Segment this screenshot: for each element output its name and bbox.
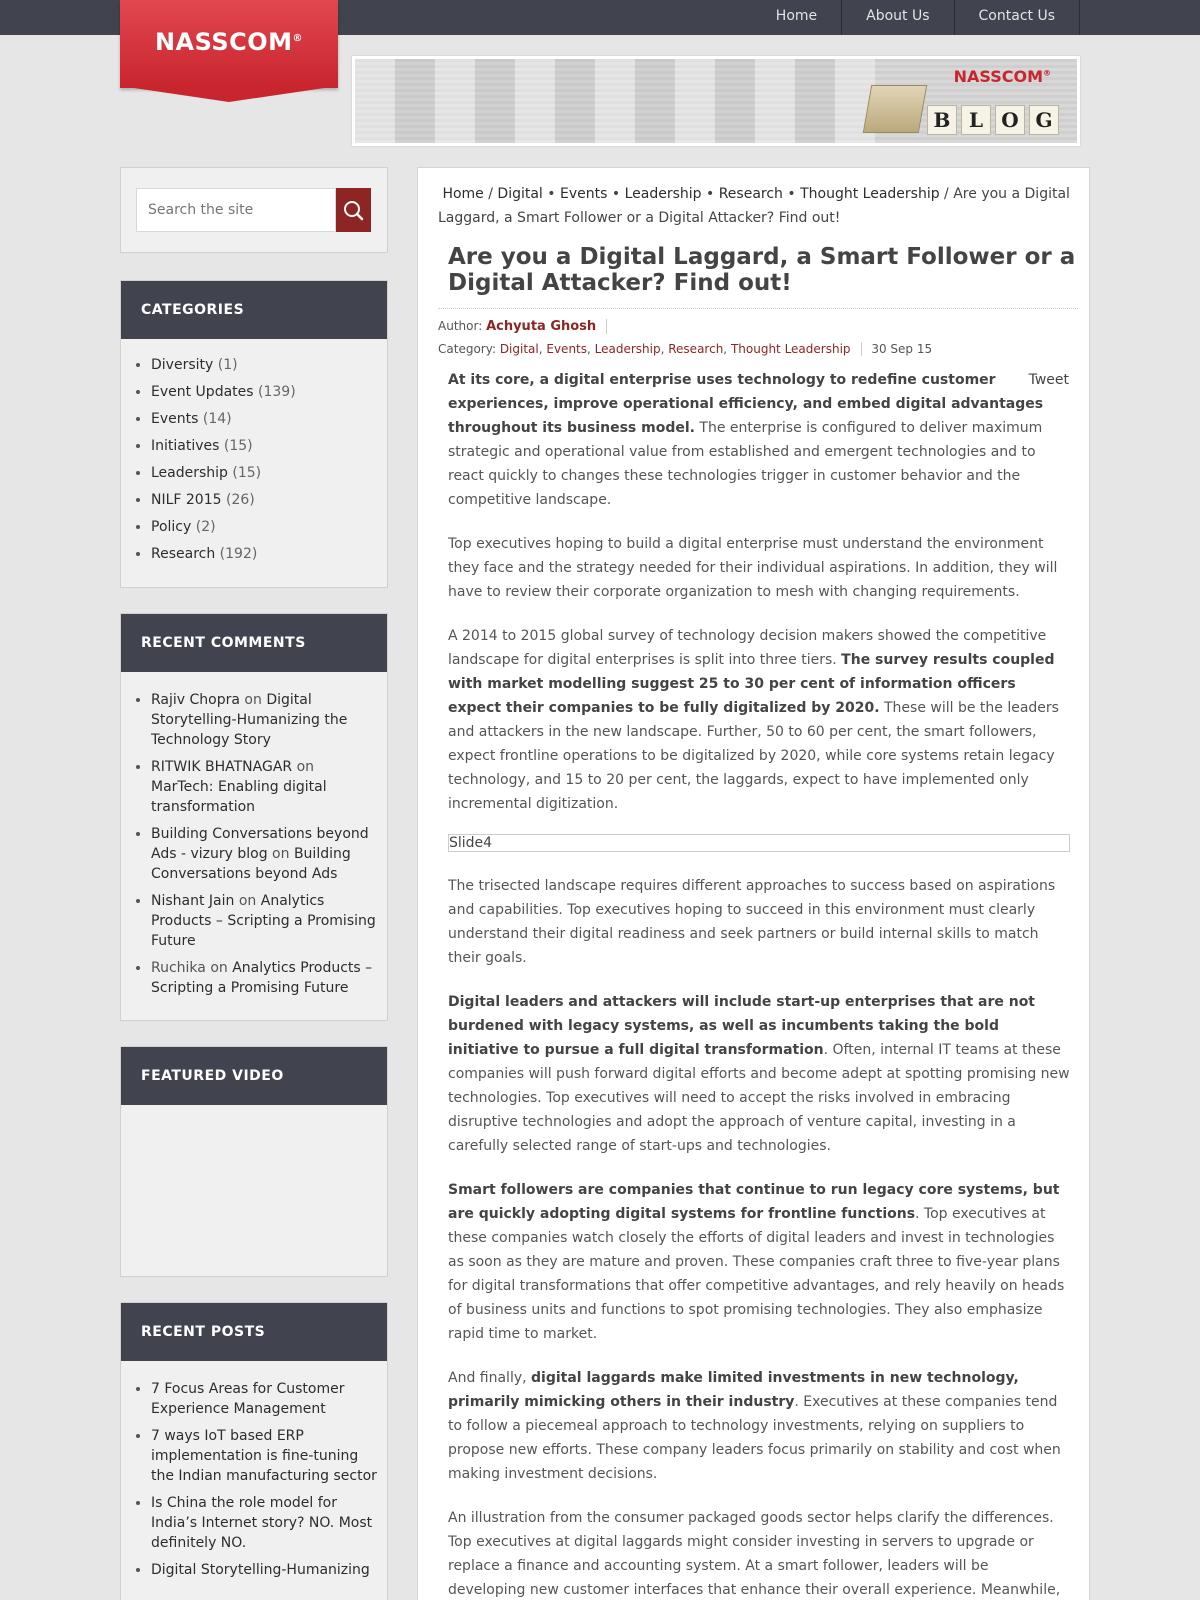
comment-item xyxy=(151,958,377,998)
comment-item xyxy=(151,757,377,817)
recent-comments-title: RECENT COMMENTS xyxy=(121,614,387,672)
paragraph: Smart followers are companies that continue to run legacy core systems, but are quickly adopting digital systems for frontline functions. Top executives at these companies watch closely the efforts of digital leaders and invest in technologies as soon as they are mature and proven. These companies craft three to five-year plans for digital transformations that offer competitive advantages, and rely heavily on heads of business units and functions to spot promising technologies. They also emphasize rapid time to market. xyxy=(448,1182,1065,1342)
comment-item xyxy=(151,690,377,750)
comment-author: Ruchika xyxy=(151,960,206,976)
nav-about-us[interactable]: About Us xyxy=(842,0,954,35)
comment-post-link[interactable]: Analytics Products – Scripting a Promising Future xyxy=(151,893,376,949)
paragraph: The trisected landscape requires different approaches to success based on aspirations and capabilities. Top executives hoping to succeed in this environment must clearly understand their digital readiness and seek partners or build internal skills to match their goals. xyxy=(448,878,1056,966)
recent-comments-list xyxy=(121,672,387,1019)
comment-item xyxy=(151,891,377,951)
main-content xyxy=(417,167,1090,1600)
breadcrumb-research[interactable]: Research xyxy=(718,186,783,202)
category-count: (2) xyxy=(195,519,216,535)
newspaper-stack-image xyxy=(863,85,927,133)
category-item xyxy=(151,463,377,483)
blog-tiles xyxy=(927,105,1059,135)
blog-tile: L xyxy=(961,105,991,135)
comment-on-text: on xyxy=(238,893,257,909)
paragraph: And finally, digital laggards make limited investments in new technology, primarily mimicking others in their industry. Executives at these companies tend to follow a piecemeal approach to technology investments, relying on suppliers to propose new efforts. These company leaders focus primarily on stability and cost when making investment decisions. xyxy=(448,1370,1061,1482)
category-count: (26) xyxy=(226,492,255,508)
nasscom-logo[interactable] xyxy=(120,0,338,102)
category-item xyxy=(151,382,377,402)
category-item xyxy=(151,490,377,510)
paragraph: At its core, a digital enterprise uses technology to redefine customer experiences, improve operational efficiency, and embed digital advantages throughout its business model. The enterprise is configured to deliver maximum strategic and operational value from established and emergent technologies and to react quickly to changes these technologies trigger in customer behavior and the competitive landscape. xyxy=(448,372,1044,508)
category-digital[interactable]: Digital xyxy=(499,342,539,356)
author-link[interactable]: Achyuta Ghosh xyxy=(486,319,607,334)
categories-list xyxy=(121,339,387,585)
search-icon xyxy=(336,188,371,232)
breadcrumb: Home / Digital • Events • Leadership • Research • Thought Leadership / Are you a Digital Laggard, a Smart Follower or a Digital Attacker? Find out! xyxy=(438,186,1070,226)
search-input[interactable] xyxy=(136,188,336,232)
recent-posts-list xyxy=(121,1361,387,1600)
comment-item xyxy=(151,824,377,884)
recent-posts-title: RECENT POSTS xyxy=(121,1303,387,1361)
blog-tile: O xyxy=(995,105,1025,135)
comment-author[interactable]: Building Conversations beyond Ads - vizury blog xyxy=(151,826,369,862)
paragraph: An illustration from the consumer packaged goods sector helps clarify the differences. Top executives at digital laggards might consider investing in servers to upgrade or replace a finance and accounting system. At a smart follower, leaders will be developing new customer interfaces that enhance their overall experience. Meanwhile, xyxy=(448,1510,1061,1598)
category-count: (15) xyxy=(223,438,253,454)
recent-post-link[interactable]: Digital Storytelling-Humanizing xyxy=(151,1562,370,1578)
comment-on-text: on xyxy=(296,759,315,775)
category-link[interactable]: Events xyxy=(151,411,199,427)
categories-title: CATEGORIES xyxy=(121,281,387,339)
recent-post-link[interactable]: Is China the role model for India’s Internet story? NO. Most definitely NO. xyxy=(151,1495,373,1551)
search-widget xyxy=(120,167,388,253)
recent-posts-widget xyxy=(120,1302,388,1600)
paragraph: A 2014 to 2015 global survey of technology decision makers showed the competitive landscape for digital enterprises is split into three tiers. The survey results coupled with market modelling suggest 25 to 30 per cent of information officers expect their companies to be fully digitalized by 2020. These will be the leaders and attackers in the new landscape. Further, 50 to 60 per cent, the smart followers, expect frontline operations to be digitalized by 2020, while core systems retain legacy technology, and 15 to 20 per cent, the laggards, expect to have implemented only incremental digitization. xyxy=(448,628,1059,812)
comment-author[interactable]: Nishant Jain xyxy=(151,893,235,909)
category-research[interactable]: Research xyxy=(668,342,724,356)
category-count: (139) xyxy=(258,384,296,400)
category-link[interactable]: NILF 2015 xyxy=(151,492,222,508)
comment-on-text: on xyxy=(272,846,290,862)
category-link[interactable]: Policy xyxy=(151,519,192,535)
category-link[interactable]: Research xyxy=(151,546,216,562)
featured-video-title: FEATURED VIDEO xyxy=(121,1047,387,1105)
category-count: (14) xyxy=(202,411,232,427)
recent-post-item xyxy=(151,1379,377,1419)
category-leadership[interactable]: Leadership xyxy=(594,342,661,356)
breadcrumb-current: Are you a Digital Laggard, a Smart Follower or a Digital Attacker? Find out! xyxy=(438,186,1070,226)
comment-post-link[interactable]: Analytics Products – Scripting a Promising Future xyxy=(151,960,373,996)
banner-brand: NASSCOM® xyxy=(953,67,1051,86)
category-link[interactable]: Initiatives xyxy=(151,438,220,454)
category-item xyxy=(151,517,377,537)
nav-home[interactable]: Home xyxy=(752,0,842,35)
blog-banner[interactable] xyxy=(352,56,1080,146)
recent-post-link[interactable]: 7 Focus Areas for Customer Experience Management xyxy=(151,1381,345,1417)
blog-tile: B xyxy=(927,105,957,135)
comment-post-link[interactable]: Building Conversations beyond Ads xyxy=(151,846,351,882)
top-nav xyxy=(752,0,1080,35)
recent-comments-widget xyxy=(120,613,388,1021)
logo-text: NASSCOM xyxy=(154,28,293,56)
comment-on-text: on xyxy=(244,692,262,708)
post-title: Are you a Digital Laggard, a Smart Follower or a Digital Attacker? Find out! xyxy=(448,244,1076,296)
recent-post-item xyxy=(151,1426,377,1486)
category-events[interactable]: Events xyxy=(546,342,588,356)
recent-post-link[interactable]: 7 ways IoT based ERP implementation is fine-tuning the Indian manufacturing sector xyxy=(151,1428,377,1484)
categories-widget xyxy=(120,280,388,588)
post-author: Author: Achyuta Ghosh xyxy=(438,316,607,337)
category-link[interactable]: Event Updates xyxy=(151,384,254,400)
breadcrumb-digital[interactable]: Digital xyxy=(497,186,543,202)
comment-post-link[interactable]: MarTech: Enabling digital transformation xyxy=(151,779,327,815)
category-count: (192) xyxy=(219,546,258,562)
blog-tile: G xyxy=(1029,105,1059,135)
comment-author[interactable]: Rajiv Chopra xyxy=(151,692,240,708)
recent-post-item xyxy=(151,1493,377,1553)
category-item xyxy=(151,544,377,564)
paragraph: Digital leaders and attackers will include start-up enterprises that are not burdened with legacy systems, as well as incumbents taking the bold initiative to pursue a full digital transformation. Often, internal IT teams at these companies will push forward digital efforts and become adept at spotting promising new technologies. Top executives will need to accept the risks involved in embracing disruptive technologies and adopt the approach of venture capital, investing in a carefully selected range of start-ups and technologies. xyxy=(448,994,1070,1154)
title-divider xyxy=(438,308,1078,309)
post-meta: Category: Digital, Events, Leadership, Research, Thought Leadership 30 Sep 15 xyxy=(438,342,933,356)
nav-contact-us[interactable]: Contact Us xyxy=(955,0,1080,35)
category-count: (15) xyxy=(232,465,262,481)
breadcrumb-thought-leadership[interactable]: Thought Leadership xyxy=(800,186,940,202)
category-item xyxy=(151,409,377,429)
comment-on-text: on xyxy=(210,960,228,976)
featured-video-player[interactable] xyxy=(121,1105,387,1275)
breadcrumb-events[interactable]: Events xyxy=(560,186,608,202)
category-item xyxy=(151,436,377,456)
category-count: (1) xyxy=(217,357,238,373)
paragraph: Top executives hoping to build a digital enterprise must understand the environment they face and the strategy needed for their individual aspirations. In addition, they will have to review their corporate organization to mesh with changing requirements. xyxy=(448,536,1058,600)
post-date: 30 Sep 15 xyxy=(871,342,933,356)
comment-post-link[interactable]: Digital Storytelling-Humanizing the Technology Story xyxy=(151,692,348,748)
category-link[interactable]: Diversity xyxy=(151,357,214,373)
breadcrumb-home[interactable]: Home xyxy=(442,186,484,202)
category-link[interactable]: Leadership xyxy=(151,465,228,481)
newspaper-image xyxy=(355,59,875,143)
category-item xyxy=(151,355,377,375)
logo-registered-mark: ® xyxy=(292,33,304,44)
tweet-button[interactable]: Tweet xyxy=(1028,372,1069,388)
post-body xyxy=(448,368,1070,1600)
recent-post-item xyxy=(151,1560,377,1580)
featured-video-widget xyxy=(120,1046,388,1277)
breadcrumb-leadership[interactable]: Leadership xyxy=(624,186,702,202)
category-thought-leadership[interactable]: Thought Leadership xyxy=(730,342,851,356)
slide-image[interactable]: Slide4 xyxy=(448,834,1070,852)
search-button[interactable] xyxy=(336,188,371,232)
comment-author[interactable]: RITWIK BHATNAGAR xyxy=(151,759,293,775)
